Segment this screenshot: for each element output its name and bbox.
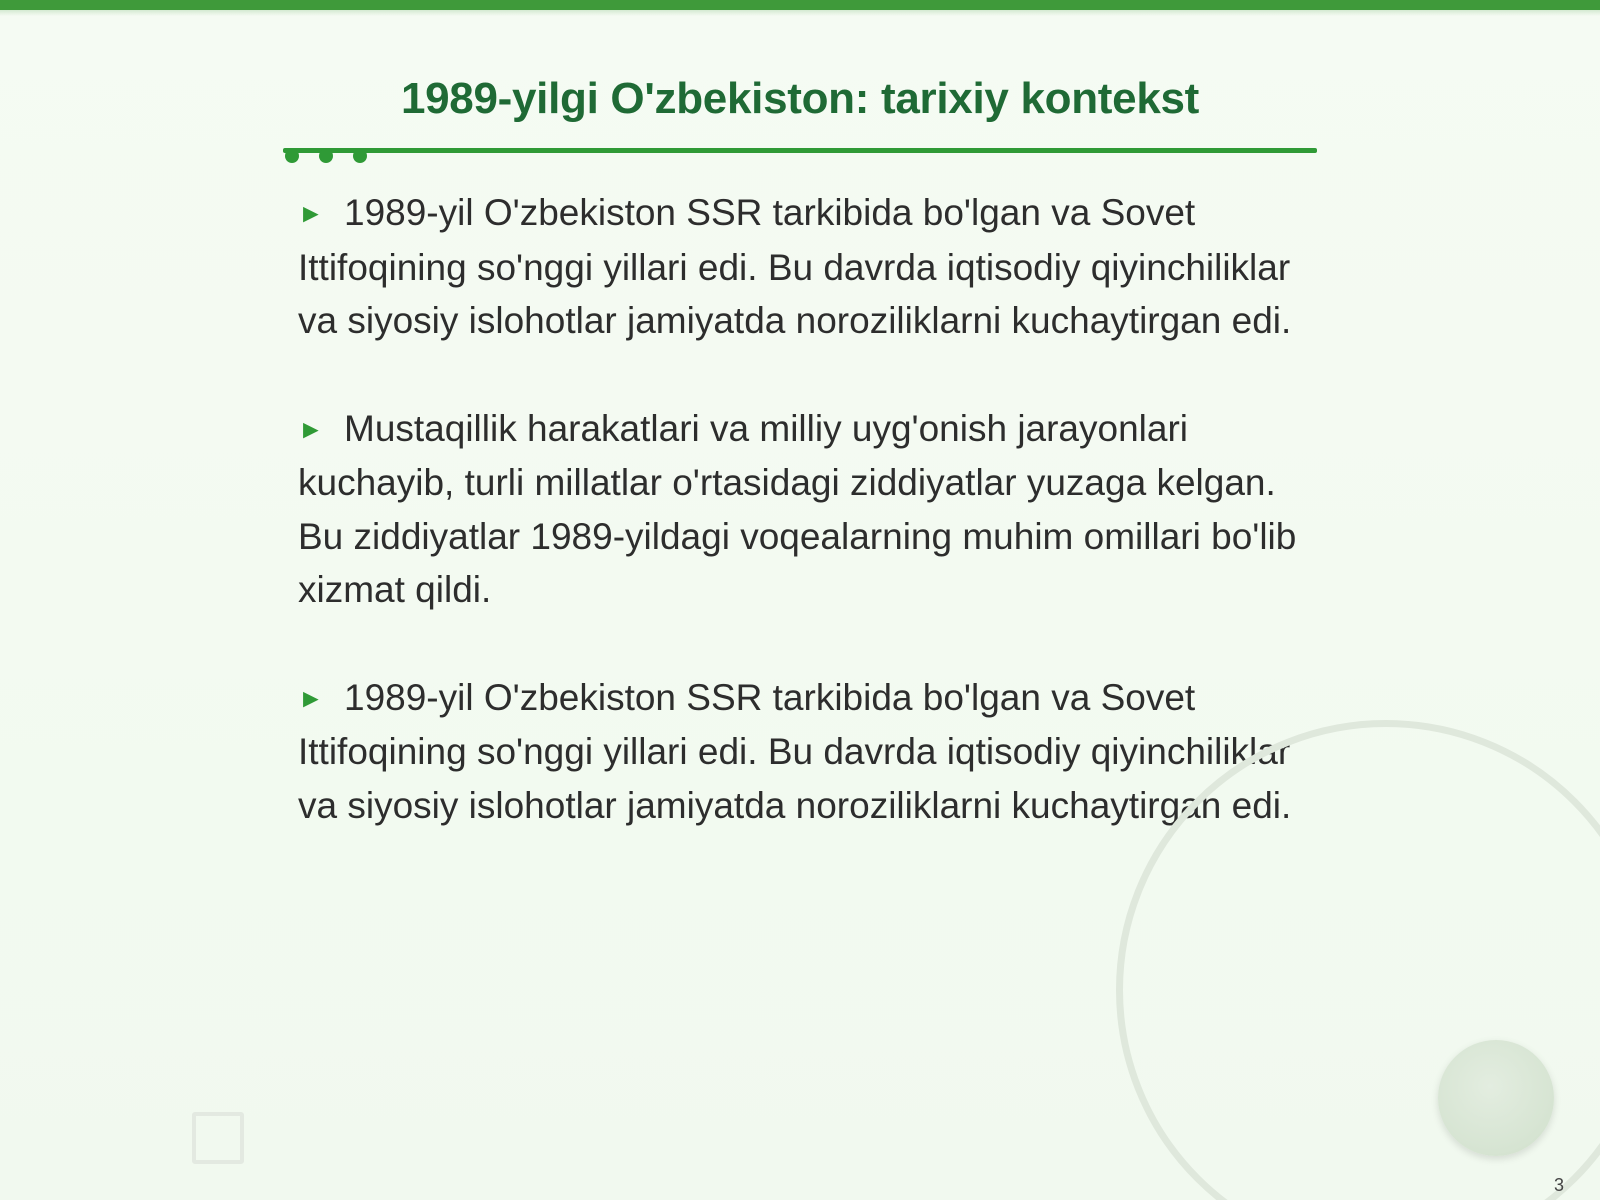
bullet-arrow-icon: ►: [298, 413, 324, 444]
top-accent-bar-shadow: [0, 10, 1600, 16]
decorative-square: [192, 1112, 244, 1164]
slide-body: [298, 186, 1308, 886]
decorative-disc: [1438, 1040, 1554, 1156]
paragraph-3: [298, 671, 1308, 833]
paragraph-text: 1989-yil O'zbekiston SSR tarkibida bo'lgan va Sovet Ittifoqining so'nggi yillari edi. Bu davrda iqtisodiy qiyinchiliklar va siyosiy islohotlar jamiyatda noroziliklarni kuchaytirgan edi.: [298, 676, 1292, 826]
paragraph-1: [298, 186, 1308, 348]
page-number: 3: [1553, 1175, 1564, 1195]
title-underline: [283, 148, 1317, 153]
paragraph-text: Mustaqillik harakatlari va milliy uyg'onish jarayonlari kuchayib, turli millatlar o'rtasidagi ziddiyatlar yuzaga kelgan. Bu ziddiyatlar 1989-yildagi voqealarning muhim omillari bo'lib xizmat qildi.: [298, 407, 1297, 610]
title-dot-1: [285, 149, 299, 163]
title-dot-3: [353, 149, 367, 163]
paragraph-text: 1989-yil O'zbekiston SSR tarkibida bo'lgan va Sovet Ittifoqining so'nggi yillari edi. Bu davrda iqtisodiy qiyinchiliklar va siyosiy islohotlar jamiyatda noroziliklarni kuchaytirgan edi.: [298, 192, 1292, 341]
bullet-arrow-icon: ►: [298, 198, 324, 228]
top-accent-bar: [0, 0, 1600, 10]
slide-title: 1989-yilgi O'zbekiston: tarixiy kontekst: [400, 74, 1200, 123]
bullet-arrow-icon: ►: [298, 682, 324, 713]
title-dot-2: [319, 149, 333, 163]
paragraph-2: [298, 402, 1308, 617]
